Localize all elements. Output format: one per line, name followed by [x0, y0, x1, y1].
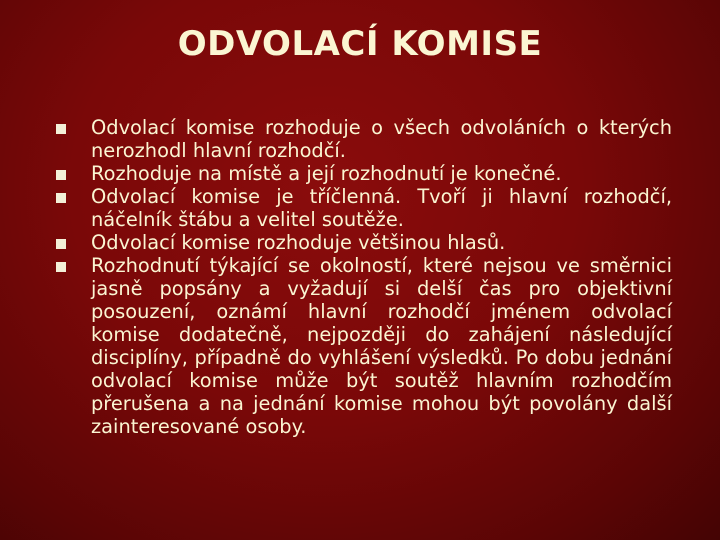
bullet-item	[54, 231, 672, 254]
square-bullet-icon	[56, 239, 66, 249]
bullet-item	[54, 185, 672, 231]
square-bullet-icon	[56, 193, 66, 203]
bullet-list	[54, 116, 672, 438]
square-bullet-icon	[56, 124, 66, 134]
bullet-item	[54, 254, 672, 438]
bullet-text: Odvolací komise rozhoduje o všech odvoláních o kterých nerozhodl hlavní rozhodčí.	[91, 116, 672, 162]
bullet-text: Rozhodnutí týkající se okolností, které nejsou ve směrnici jasně popsány a vyžadují si delší čas pro objektivní posouzení, oznámí hlavní rozhodčí jménem odvolací komise dodatečně, nejpozději do zahájení následující disciplíny, případně do vyhlášení výsledků. Po dobu jednání odvolací komise může být soutěž hlavním rozhodčím přerušena a na jednání komise mohou být povolány další zainteresované osoby.	[91, 254, 672, 438]
bullet-text: Rozhoduje na místě a její rozhodnutí je konečné.	[91, 162, 562, 185]
bullet-text: Odvolací komise rozhoduje většinou hlasů.	[91, 231, 506, 254]
slide-title: ODVOLACÍ KOMISE	[177, 24, 543, 64]
bullet-text: Odvolací komise je tříčlenná. Tvoří ji hlavní rozhodčí, náčelník štábu a velitel soutěže.	[91, 185, 672, 231]
square-bullet-icon	[56, 170, 66, 180]
square-bullet-icon	[56, 262, 66, 272]
bullet-item	[54, 116, 672, 162]
bullet-item	[54, 162, 672, 185]
